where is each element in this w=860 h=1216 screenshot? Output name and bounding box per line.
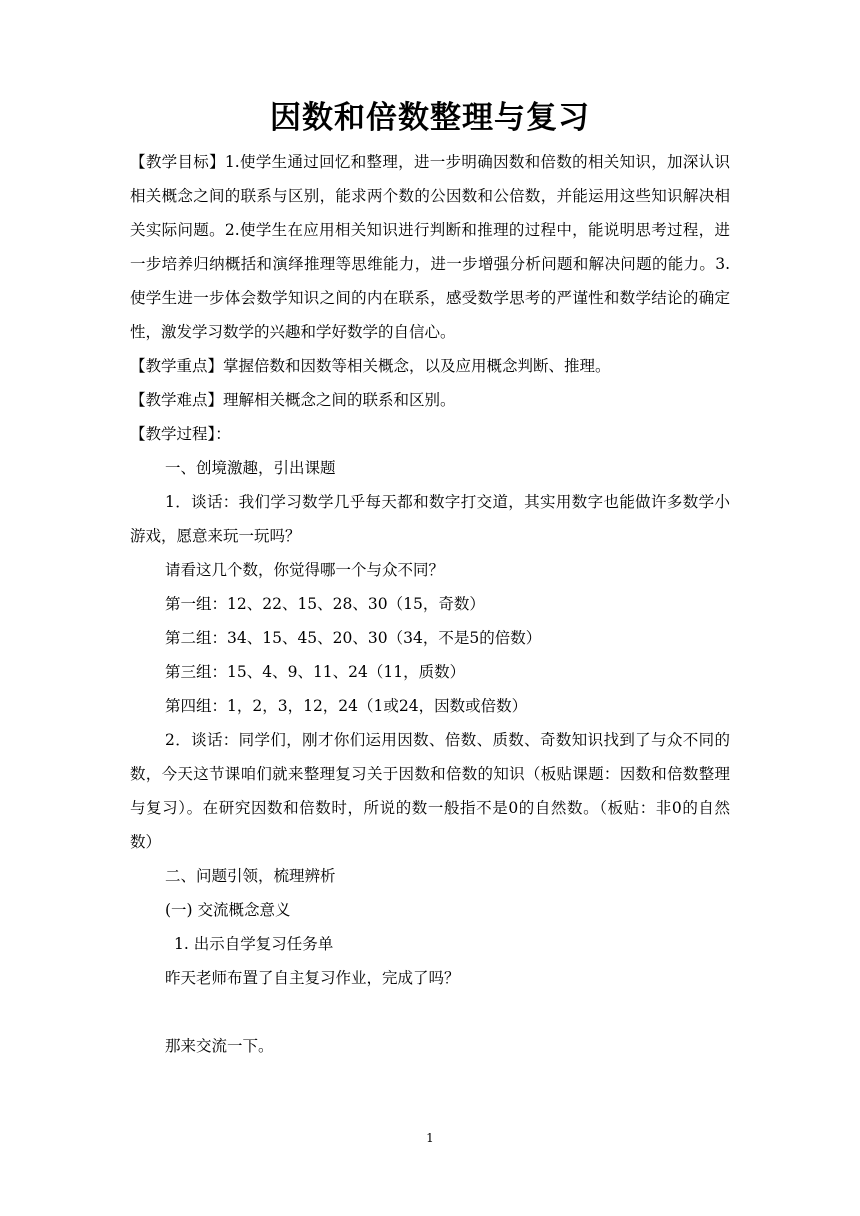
document-body (130, 145, 730, 1063)
difficulties-label: 【教学难点】 (130, 391, 224, 409)
key-points (130, 349, 730, 383)
group-line: 第四组：1，2，3，12，24（1或24，因数或倍数） (165, 697, 528, 715)
difficulties (130, 383, 730, 417)
teaching-objectives (130, 145, 730, 349)
page-number: 1 (426, 1131, 434, 1145)
talk-paragraph-2: 2．谈话：同学们，刚才你们运用因数、倍数、质数、奇数知识找到了与众不同的数，今天这节课咱们就来整理复习关于因数和倍数的知识（板贴课题：因数和倍数整理与复习）。在研究因数和倍数时，所说的数一般指不是0的自然数。（板贴：非0的自然数） (130, 731, 730, 851)
talk-paragraph-1: 1．谈话：我们学习数学几乎每天都和数字打交道，其实用数字也能做许多数学小游戏，愿意来玩一玩吗？ (130, 493, 730, 545)
objectives-text: 1.使学生通过回忆和整理，进一步明确因数和倍数的相关知识，加深认识相关概念之间的联系与区别，能求两个数的公因数和公倍数，并能运用这些知识解决相关实际问题。2.使学生在应用相关知识进行判断和推理的过程中，能说明思考过程，进一步培养归纳概括和演绎推理等思维能力，进一步增强分析问题和解决问题的能力。3.使学生进一步体会数学知识之间的内在联系，感受数学思考的严谨性和数学结论的确定性，激发学习数学的兴趣和学好数学的自信心。 (130, 153, 730, 341)
group-line: 第二组：34、15、45、20、30（34，不是5的倍数） (165, 629, 542, 647)
objectives-label: 【教学目标】 (130, 153, 225, 171)
numbered-item-1: 1. 出示自学复习任务单 (174, 935, 334, 953)
subsection-heading-1: (一) 交流概念意义 (165, 901, 291, 919)
exchange-paragraph: 那来交流一下。 (165, 1037, 274, 1055)
blank-line (130, 995, 730, 1029)
process-heading: 【教学过程】： (130, 425, 231, 443)
key-points-label: 【教学重点】 (130, 357, 224, 375)
document-title: 因数和倍数整理与复习 (270, 100, 590, 136)
question-paragraph: 请看这几个数，你觉得哪一个与众不同？ (165, 561, 445, 579)
group-line: 第一组：12、22、15、28、30（15，奇数） (165, 595, 485, 613)
key-points-text: 掌握倍数和因数等相关概念，以及应用概念判断、推理。 (223, 357, 611, 375)
group-line: 第三组：15、4、9、11、24（11，质数） (165, 663, 466, 681)
section-heading-2: 二、问题引领，梳理辨析 (165, 867, 336, 885)
difficulties-text: 理解相关概念之间的联系和区别。 (223, 391, 456, 409)
homework-paragraph: 昨天老师布置了自主复习作业，完成了吗？ (165, 969, 460, 987)
section-heading-1: 一、创境激趣，引出课题 (165, 459, 336, 477)
